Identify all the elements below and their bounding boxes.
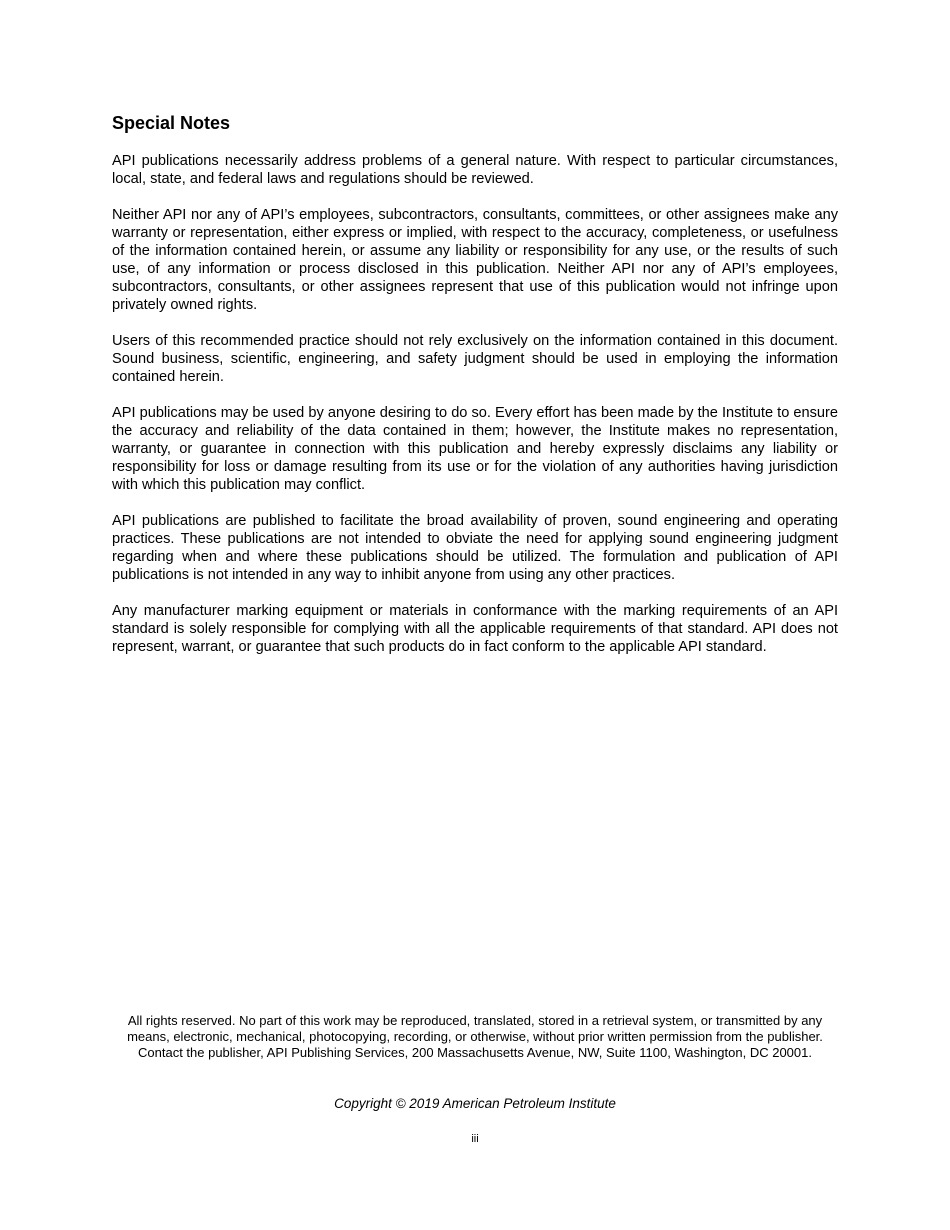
paragraph-no-warranty: Neither API nor any of API’s employees, subcontractors, consultants, committees, or other assignees make any warranty or representation, either express or implied, with respect to the accuracy, completeness, or usefulness of the information contained herein, or assume any liability or responsibility for any use, or the results of such use, of any information or process disclosed in this publication. Neither API nor any of API’s employees, subcontractors, consultants, or other assignees represent that use of this publication would not infringe upon privately owned rights. [112, 207, 838, 313]
paragraph-liability-disclaimer: API publications may be used by anyone desiring to do so. Every effort has been made by the Institute to ensure the accuracy and reliability of the data contained in them; however, the Institute makes no representation, warranty, or guarantee in connection with this publication and hereby expressly disclaims any liability or responsibility for loss or damage resulting from its use or for the violation of any authorities having jurisdiction with which this publication may conflict. [112, 405, 838, 493]
special-notes-body [112, 152, 838, 674]
paragraph-purpose: API publications are published to facilitate the broad availability of proven, sound engineering and operating practices. These publications are not intended to obviate the need for applying sound engineering judgment regarding when and where these publications should be utilized. The formulation and publication of API publications is not intended in any way to inhibit anyone from using any other practices. [112, 513, 838, 583]
paragraph-general-nature: API publications necessarily address problems of a general nature. With respect to particular circumstances, local, state, and federal laws and regulations should be reviewed. [112, 153, 838, 187]
rights-notice: All rights reserved. No part of this work may be reproduced, translated, stored in a retrieval system, or transmitted by any means, electronic, mechanical, photocopying, recording, or otherwise, without prior written permission from the publisher. Contact the publisher, API Publishing Services, 200 Massachusetts Avenue, NW, Suite 1100, Washington, DC 20001. [127, 1013, 823, 1060]
paragraph-users-judgment: Users of this recommended practice should not rely exclusively on the information contained in this document. Sound business, scientific, engineering, and safety judgment should be used in employing the information contained herein. [112, 333, 838, 385]
copyright-line: Copyright © 2019 American Petroleum Institute [334, 1096, 616, 1111]
page-number: iii [471, 1133, 479, 1145]
page-title: Special Notes [112, 113, 231, 133]
paragraph-manufacturer-marking: Any manufacturer marking equipment or materials in conformance with the marking requirements of an API standard is solely responsible for complying with all the applicable requirements of that standard. API does not represent, warrant, or guarantee that such products do in fact conform to the applicable API standard. [112, 603, 838, 655]
